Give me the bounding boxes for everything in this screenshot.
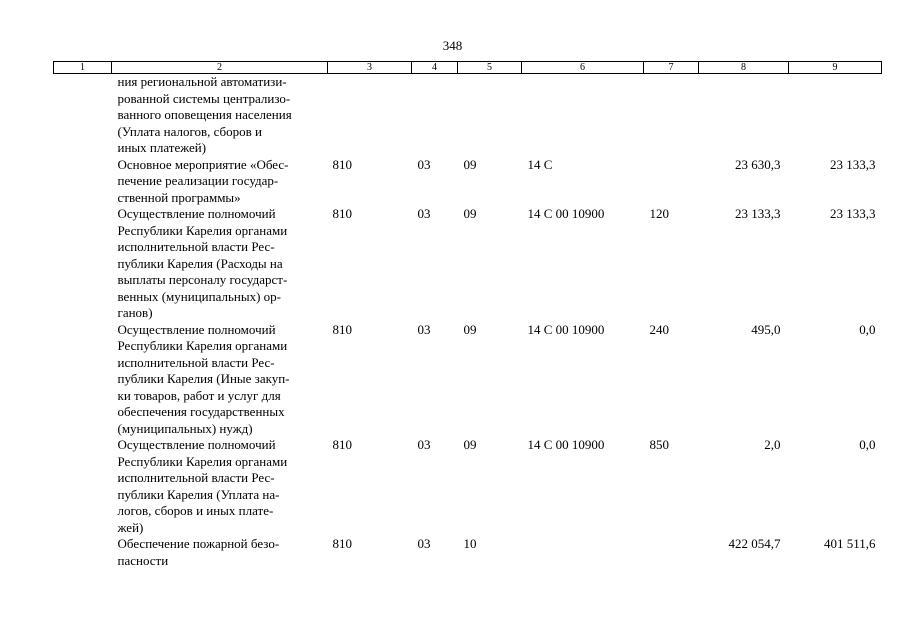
table-row [54, 322, 882, 438]
row-name-cell: ния региональной автоматизи- рованной системы централизо- ванного оповещения населения (Уплата налогов, сборов и иных платежей) [117, 74, 292, 155]
row-expense-type-cell: 240 [649, 321, 669, 337]
row-section-cell: 03 [417, 156, 431, 172]
row-subsection-cell: 09 [463, 437, 477, 452]
row-admin-code-cell: 810 [332, 321, 352, 337]
row-subsection-cell: 09 [463, 321, 477, 337]
row-amount-1-cell [699, 74, 789, 157]
header-cell-2: 2 [112, 62, 328, 74]
row-expense-type-cell: 850 [649, 437, 669, 452]
row-admin-code-cell: 810 [332, 206, 352, 221]
table-row [54, 536, 882, 569]
row-subsection-cell: 10 [463, 536, 477, 551]
row-target-article-cell: 14 С [527, 156, 553, 172]
header-cell-3: 3 [328, 62, 412, 74]
row-name-cell: Осуществление полномочий Республики Карелия органами исполнительной власти Рес- публики Карелия (Расходы на выплаты персоналу государст- венных (муниципальных) ор- ганов) [117, 206, 288, 320]
row-index-cell [54, 437, 112, 536]
row-admin-code-cell: 810 [332, 156, 352, 172]
row-target-article-cell: 14 С 00 10900 [527, 321, 605, 337]
row-index-cell [54, 206, 112, 322]
header-cell-8: 8 [699, 62, 789, 74]
row-section-cell: 03 [417, 536, 431, 551]
row-admin-code-cell: 810 [332, 536, 352, 551]
row-section-cell [412, 74, 458, 157]
row-amount-2-cell [789, 74, 882, 157]
row-index-cell [54, 536, 112, 569]
row-admin-code-cell: 810 [332, 437, 352, 452]
row-subsection-cell: 09 [463, 206, 477, 221]
row-name-cell: Обеспечение пожарной безо- пасности [117, 536, 280, 568]
row-amount-2-cell: 0,0 [859, 321, 876, 337]
header-cell-1: 1 [54, 62, 112, 74]
header-cell-5: 5 [458, 62, 522, 74]
row-expense-type-cell [644, 536, 699, 569]
table-row [54, 157, 882, 207]
header-cell-7: 7 [644, 62, 699, 74]
page-number: 348 [442, 38, 463, 53]
row-amount-1-cell: 23 630,3 [735, 156, 781, 172]
header-row [54, 62, 882, 74]
row-amount-1-cell: 23 133,3 [735, 206, 781, 221]
header-cell-4: 4 [412, 62, 458, 74]
table-header [54, 62, 882, 74]
row-amount-2-cell: 401 511,6 [823, 536, 876, 551]
row-name-cell: Осуществление полномочий Республики Карелия органами исполнительной власти Рес- публики Карелия (Иные закуп- ки товаров, работ и услуг для обеспечения государственных (муниципальных) нужд) [117, 321, 290, 436]
header-cell-6: 6 [522, 62, 644, 74]
row-amount-1-cell: 422 054,7 [728, 536, 781, 551]
row-amount-1-cell: 2,0 [764, 437, 781, 452]
row-index-cell [54, 157, 112, 207]
row-target-article-cell: 14 С 00 10900 [527, 437, 605, 452]
table-row [54, 206, 882, 322]
row-amount-2-cell: 23 133,3 [830, 206, 876, 221]
row-name-cell: Основное мероприятие «Обес- печение реализации государ- ственной программы» [117, 156, 289, 205]
row-subsection-cell: 09 [463, 156, 477, 172]
row-target-article-cell [522, 536, 644, 569]
row-expense-type-cell: 120 [649, 206, 669, 221]
row-amount-1-cell: 495,0 [751, 321, 781, 337]
row-expense-type-cell [644, 157, 699, 207]
row-amount-2-cell: 23 133,3 [830, 156, 876, 172]
row-section-cell: 03 [417, 321, 431, 337]
row-section-cell: 03 [417, 206, 431, 221]
table-row [54, 437, 882, 536]
row-expense-type-cell [644, 74, 699, 157]
row-target-article-cell: 14 С 00 10900 [527, 206, 605, 221]
row-subsection-cell [458, 74, 522, 157]
table-row [54, 74, 882, 157]
table-body [54, 74, 882, 570]
row-index-cell [54, 322, 112, 438]
row-target-article-cell [522, 74, 644, 157]
row-name-cell: Осуществление полномочий Республики Карелия органами исполнительной власти Рес- публики Карелия (Уплата на- логов, сборов и иных плате- жей) [117, 437, 288, 535]
row-index-cell [54, 74, 112, 157]
header-cell-9: 9 [789, 62, 882, 74]
row-admin-code-cell [328, 74, 412, 157]
row-section-cell: 03 [417, 437, 431, 452]
row-amount-2-cell: 0,0 [859, 437, 876, 452]
budget-table [53, 61, 882, 569]
